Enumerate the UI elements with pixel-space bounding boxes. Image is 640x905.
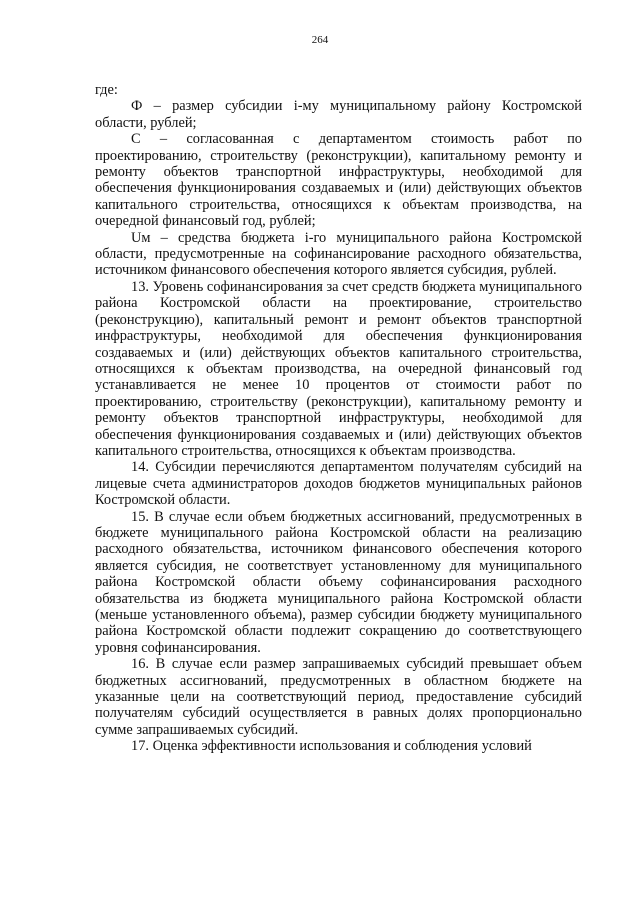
paragraph-16: 16. В случае если размер запрашиваемых субсидий превышает объем бюджетных ассигнований, предусмотренных в областном бюджете на указанные цели на соответствующий период, предоставление субсидий получателям субсидий осуществляется в равных долях пропорционально сумме запрашиваемых субсидий. <box>95 656 582 738</box>
paragraph-definition-um: Uм – средства бюджета i-го муниципального района Костромской области, предусмотренные на софинансирование расходного обязательства, источником финансового обеспечения которого является субсидия, рублей. <box>95 229 582 279</box>
paragraph-where: где: <box>95 82 118 98</box>
paragraph-definition-c: C – согласованная с департаментом стоимость работ по проектированию, строительству (реконструкции), капитальному ремонту и ремонту объектов транспортной инфраструктуры, необходимой для обеспечения функционирования создаваемых и (или) действующих объектов капитального строительства, относящихся к объектам производства, на очередной финансовый год, рублей; <box>95 131 582 230</box>
paragraph-14: 14. Субсидии перечисляются департаментом получателям субсидий на лицевые счета администраторов доходов бюджетов муниципальных районов Костромской области. <box>95 459 582 509</box>
paragraph-15: 15. В случае если объем бюджетных ассигнований, предусмотренных в бюджете муниципального района Костромской области на реализацию расходного обязательства, источником финансового обеспечения которого является субсидия, не соответствует установленному для муниципального района Костромской области объему софинансирования расходного обязательства из бюджета муниципального района Костромской области (меньше установленного объема), размер субсидии бюджету муниципального района Костромской области подлежит сокращению до соответствующего уровня софинансирования. <box>95 508 582 656</box>
paragraph-17: 17. Оценка эффективности использования и соблюдения условий <box>131 738 532 755</box>
document-body <box>95 82 582 755</box>
page-number: 264 <box>311 34 329 46</box>
paragraph-definition-f: Ф – размер субсидии i-му муниципальному району Костромской области, рублей; <box>95 98 582 131</box>
paragraph-13: 13. Уровень софинансирования за счет средств бюджета муниципального района Костромской области на проектирование, строительство (реконструкцию), капитальный ремонт и ремонт объектов транспортной инфраструктуры, необходимой для обеспечения функционирования создаваемых и (или) действующих объектов капитального строительства, относящихся к объектам производства, на очередной финансовый год устанавливается не менее 10 процентов от стоимости работ по проектированию, строительству (реконструкции), капитальному ремонту и ремонту объектов транспортной инфраструктуры, необходимой для обеспечения функционирования создаваемых и (или) действующих объектов капитального строительства, относящихся к объектам производства. <box>95 278 582 459</box>
